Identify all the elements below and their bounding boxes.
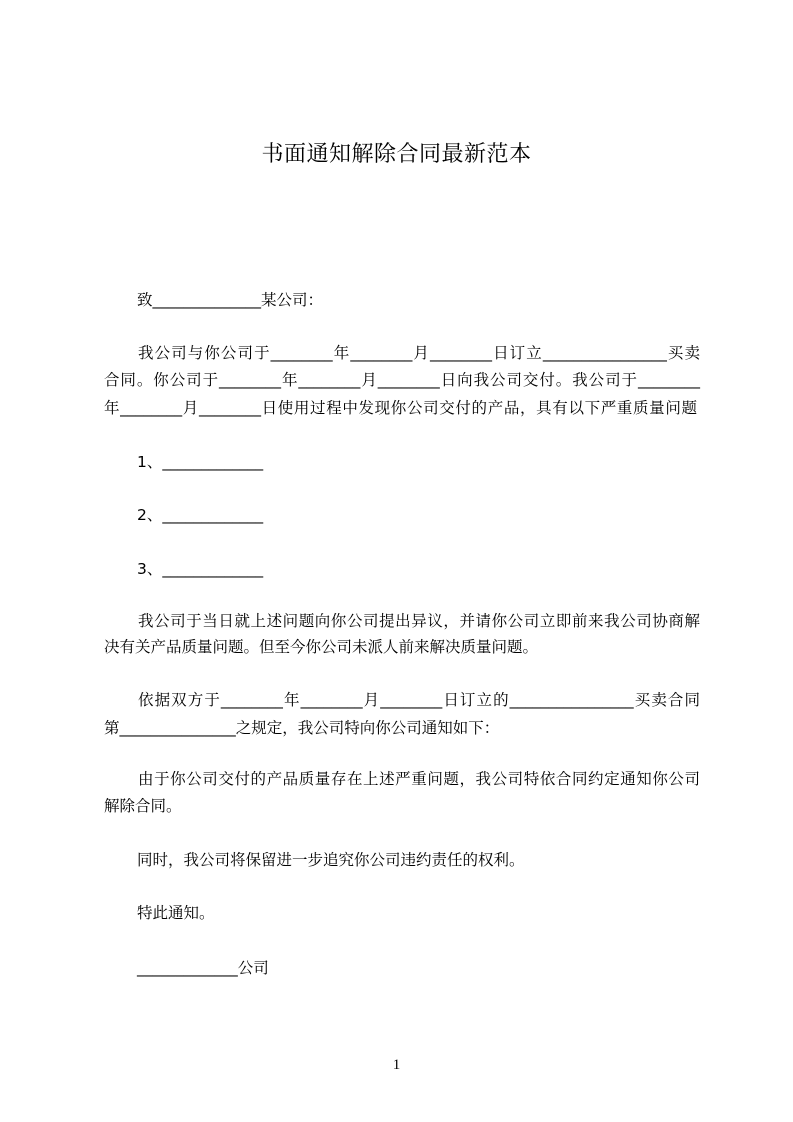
- paragraph-line: 年________月________日使用过程中发现你公司交付的产品，具有以下严重质量问题: [104, 399, 697, 417]
- page-number: 1: [392, 1057, 401, 1073]
- paragraph-line: 决有关产品质量问题。但至今你公司未派人前来解决质量问题。: [104, 638, 539, 656]
- closing-statement: 特此通知。: [137, 904, 215, 922]
- paragraph-line: 依据双方于________年________月________日订立的________________买卖合同: [138, 691, 700, 709]
- paragraph-line: 我公司于当日就上述问题向你公司提出异议，并请你公司立即前来我公司协商解: [138, 612, 700, 630]
- reservation-statement: 同时，我公司将保留进一步追究你公司违约责任的权利。: [137, 851, 525, 869]
- salutation: 致______________某公司：: [137, 291, 324, 309]
- issue-item: 2、_____________: [137, 506, 264, 524]
- signature-line: _____________公司: [137, 959, 269, 977]
- paragraph-line: 解除合同。: [104, 797, 182, 815]
- paragraph-line: 合同。你公司于________年________月________日向我公司交付。我公司于________: [104, 371, 700, 389]
- paragraph-line: 由于你公司交付的产品质量存在上述严重问题，我公司特依合同约定通知你公司: [138, 770, 700, 788]
- paragraph-line: 我公司与你公司于________年________月________日订立________________买卖: [138, 344, 700, 362]
- paragraph-line: 第_______________之规定，我公司特向你公司通知如下：: [104, 719, 500, 737]
- issue-item: 1、_____________: [137, 453, 264, 471]
- issue-item: 3、_____________: [137, 560, 264, 578]
- document-title: 书面通知解除合同最新范本: [261, 142, 532, 167]
